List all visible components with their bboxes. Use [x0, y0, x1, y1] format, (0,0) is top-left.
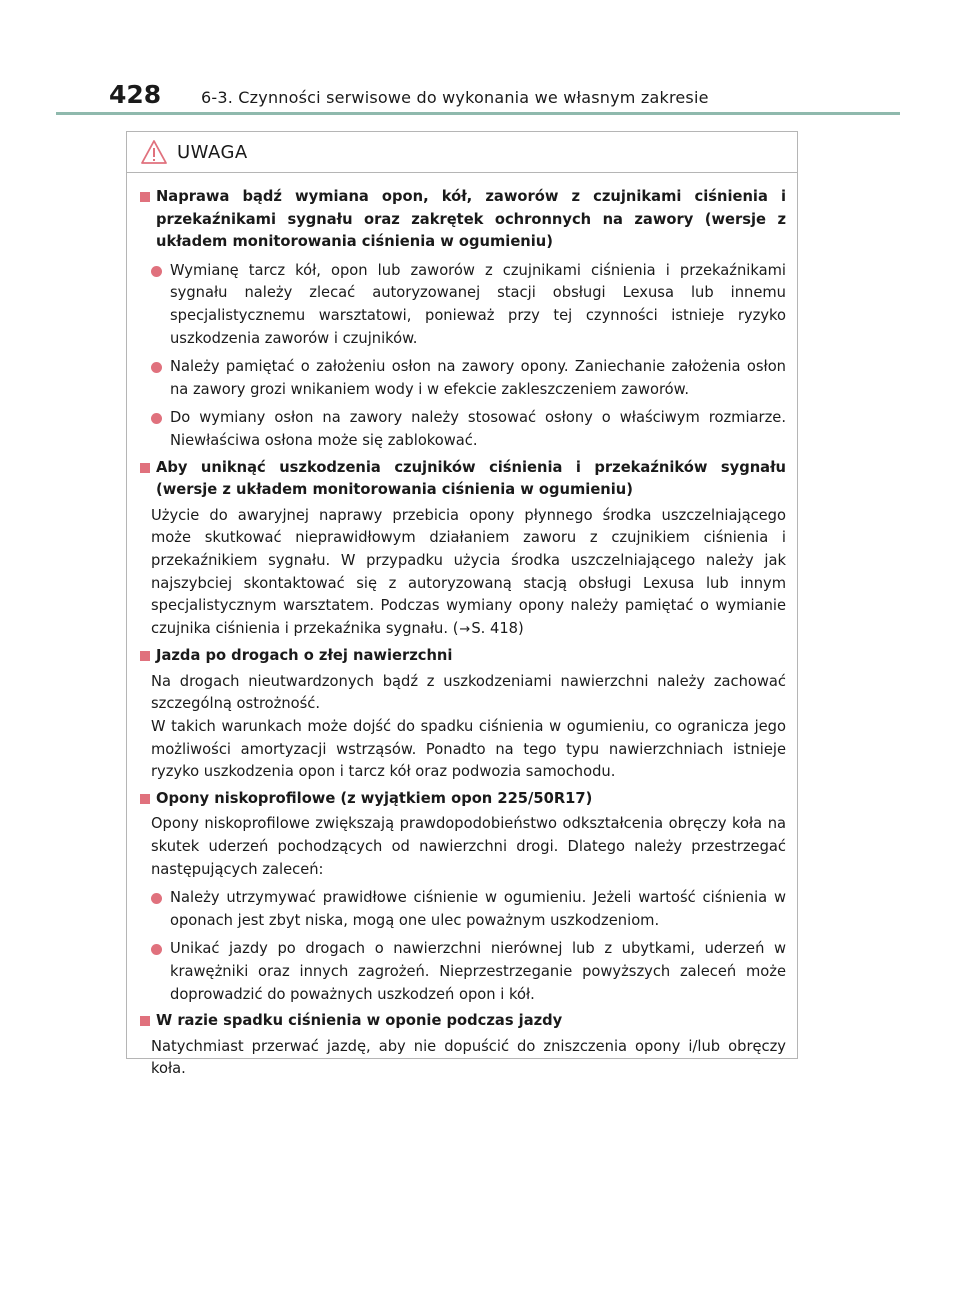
paragraph-text: W takich warunkach może dojść do spadku ciśnienia w ogumieniu, co ogranicza jego możliwości amortyzacji wstrząsów. Ponadto na tego typu nawierzchniach istnieje ryzyko uszkodzenia opon i tarcz kół oraz podwozia samochodu. [151, 718, 786, 781]
item-title-text: Aby uniknąć uszkodzenia czujników ciśnienia i przekaźników sygnału (wersje z układem monitorowania ciśnienia w ogumieniu) [156, 458, 786, 499]
square-bullet-icon [140, 1016, 150, 1026]
page-reference[interactable]: S. 418) [471, 619, 524, 637]
bullet-text: Należy pamiętać o założeniu osłon na zawory opony. Zaniechanie założenia osłon na zawory grozi wnikaniem wody i w efekcie zakleszczeniem zaworów. [170, 358, 786, 398]
round-bullet-icon [151, 413, 162, 424]
paragraph-text: Użycie do awaryjnej naprawy przebicia opony płynnego środka uszczelniającego może skutkować nieprawidłowym działaniem zaworu z czujnikiem ciśnienia i przekaźnikiem sygnału. W przypadku użycia środka uszczelniającego należy jak najszybciej skontaktować się z autoryzowaną stacją obsługi Lexusa lub innym specjalistycznym warsztatem. Podczas wymiany opony należy pamiętać o wymianie czujnika ciśnienia i przekaźnika sygnału. ( [151, 506, 786, 637]
list-item [151, 407, 786, 452]
item-title-text: W razie spadku ciśnienia w oponie podczas jazdy [156, 1012, 563, 1030]
warning-box [126, 131, 798, 1078]
item-title [140, 788, 786, 811]
square-bullet-icon [140, 192, 150, 202]
list-item [151, 260, 786, 350]
arrow-right-icon: → [459, 621, 471, 637]
list-item [151, 938, 786, 1006]
paragraph [151, 505, 786, 642]
warning-triangle-icon [140, 139, 168, 165]
item-title-text: Opony niskoprofilowe (z wyjątkiem opon 225/50R17) [156, 789, 593, 807]
round-bullet-icon [151, 893, 162, 904]
bullet-text: Należy utrzymywać prawidłowe ciśnienie w ogumieniu. Jeżeli wartość ciśnienia w oponach jest zbyt niska, mogą one ulec poważnym uszkodzeniom. [170, 889, 786, 929]
paragraph-text: Na drogach nieutwardzonych bądź z uszkodzeniami nawierzchni należy zachować szczególną ostrożność. [151, 672, 786, 713]
bullet-text: Do wymiany osłon na zawory należy stosować osłony o właściwym rozmiarze. Niewłaściwa osłona może się zablokować. [170, 409, 786, 449]
item-title [140, 186, 786, 254]
round-bullet-icon [151, 266, 162, 277]
round-bullet-icon [151, 362, 162, 373]
warning-body [140, 182, 786, 1081]
page-number: 428 [109, 80, 162, 109]
square-bullet-icon [140, 651, 150, 661]
square-bullet-icon [140, 794, 150, 804]
warning-header [127, 132, 797, 173]
warning-label: UWAGA [177, 141, 248, 163]
bullet-text: Unikać jazdy po drogach o nawierzchni nierównej lub z ubytkami, uderzeń w krawężniki oraz innych zagrożeń. Nieprzestrzeganie powyższych zaleceń może doprowadzić do poważnych uszkodzeń opon i kół. [170, 940, 786, 1003]
paragraph [151, 671, 786, 784]
square-bullet-icon [140, 463, 150, 473]
list-item [151, 356, 786, 401]
item-title [140, 457, 786, 502]
paragraph: Natychmiast przerwać jazdę, aby nie dopuścić do zniszczenia opony i/lub obręczy koła. [151, 1037, 786, 1078]
item-title-text: Naprawa bądź wymiana opon, kół, zaworów z czujnikami ciśnienia i przekaźnikami sygnału oraz zakrętek ochronnych na zawory (wersje z układem monitorowania ciśnienia w ogumieniu) [156, 188, 786, 251]
paragraph: Opony niskoprofilowe zwiększają prawdopodobieństwo odkształcenia obręczy koła na skutek uderzeń pochodzących od nawierzchni drogi. Dlatego należy przestrzegać następujących zaleceń: [151, 815, 786, 878]
bullet-text: Wymianę tarcz kół, opon lub zaworów z czujnikami ciśnienia i przekaźnikami sygnału należy zlecać autoryzowanej stacji obsługi Lexusa lub innemu specjalistycznemu warsztatowi, ponieważ przy tej czynności istnieje ryzyko uszkodzenia zaworów i czujników. [170, 261, 786, 347]
item-title-text: Jazda po drogach o złej nawierzchni [156, 647, 453, 665]
item-title [140, 1010, 786, 1033]
round-bullet-icon [151, 944, 162, 955]
list-item [151, 887, 786, 932]
section-title: 6-3. Czynności serwisowe do wykonania we własnym zakresie [201, 88, 709, 107]
item-title [140, 645, 786, 668]
header-rule [56, 112, 900, 115]
